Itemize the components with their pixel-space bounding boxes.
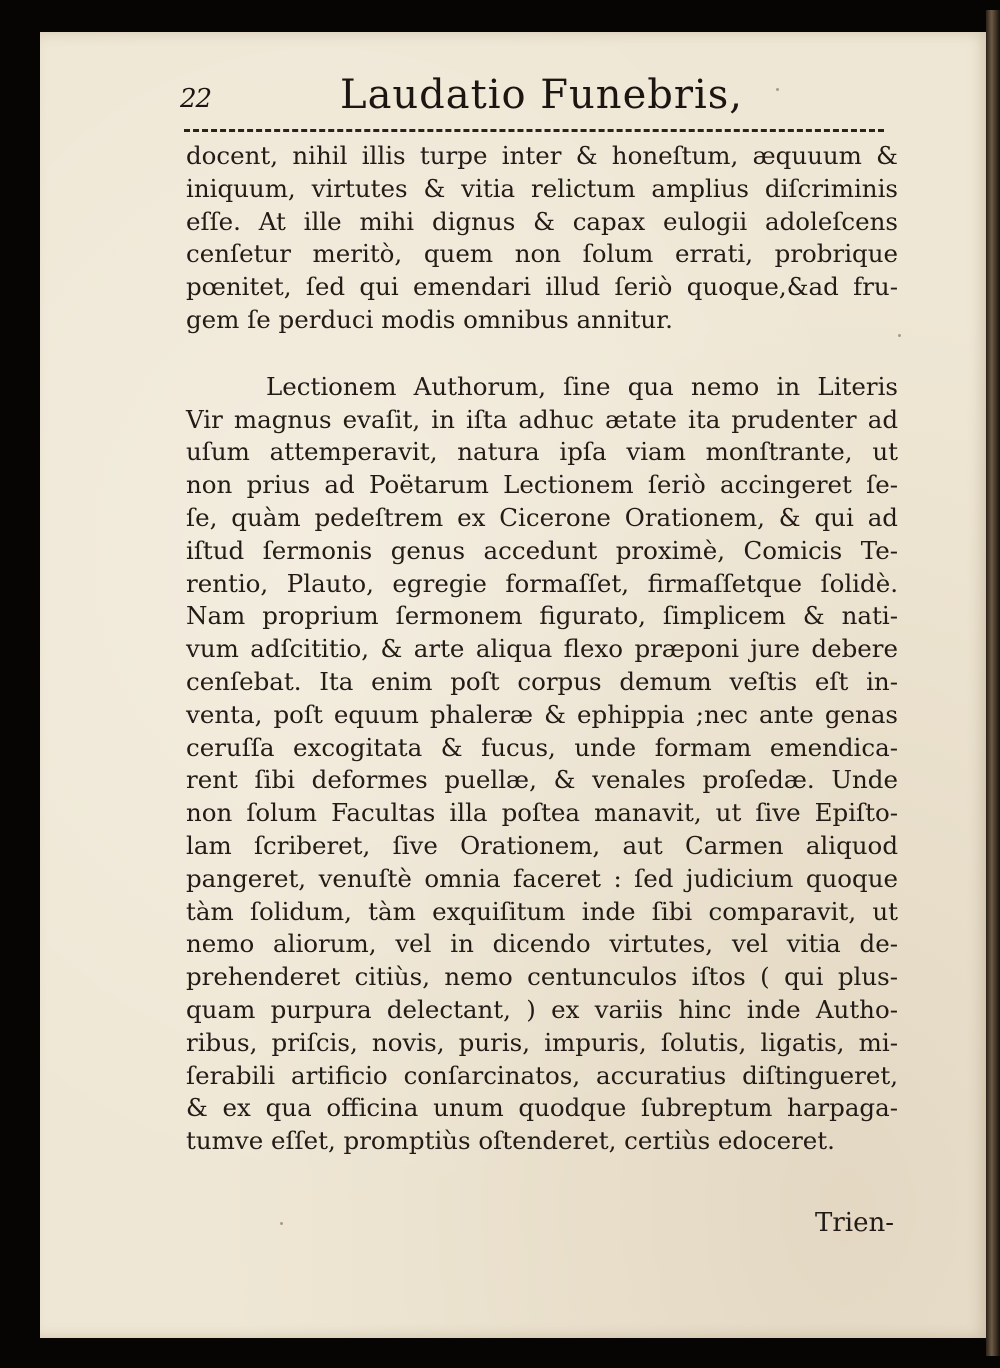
- text-line: ſerabili artificio conſarcinatos, accuratius diſtingueret,: [186, 1060, 898, 1090]
- text-line: venta, poſt equum phaleræ & ephippia ;nec ante genas: [186, 699, 898, 729]
- text-line: nemo aliorum, vel in dicendo virtutes, vel vitia de-: [186, 929, 898, 959]
- text-line: iſtud ſermonis genus accedunt proximè, Comicis Te-: [186, 535, 898, 565]
- text-line: eſſe. At ille mihi dignus & capax eulogii adoleſcens: [186, 206, 898, 236]
- paper-speck: [280, 1222, 283, 1225]
- running-head: [180, 72, 900, 122]
- page-number: 22: [180, 84, 212, 114]
- text-line: prehenderet citiùs, nemo centunculos iſtos ( qui plus-: [186, 962, 898, 992]
- paragraph-gap: [186, 337, 898, 371]
- text-line: cenſebat. Ita enim poſt corpus demum veſtis eſt in-: [186, 666, 898, 696]
- text-line: pœnitet, ſed qui emendari illud ſeriò quoque,&ad fru-: [186, 272, 898, 302]
- paper-speck: [898, 334, 901, 337]
- text-line: Vir magnus evaſit, in iſta adhuc ætate ita prudenter ad: [186, 404, 898, 434]
- text-line: Lectionem Authorum, ſine qua nemo in Literis: [266, 371, 898, 401]
- body-text: [186, 140, 898, 1158]
- text-line: cenſetur meritò, quem non ſolum errati, probrique: [186, 239, 898, 269]
- running-title: Laudatio Funebris,: [340, 72, 743, 118]
- text-line: quam purpura delectant, ) ex variis hinc inde Autho-: [186, 994, 898, 1024]
- text-line: non prius ad Poëtarum Lectionem ſeriò accingeret ſe-: [186, 470, 898, 500]
- text-line: tumve eſſet, promptiùs oſtenderet, certiùs edoceret.: [186, 1126, 835, 1156]
- text-line: rentio, Plauto, egregie formaſſet, firmaſſetque ſolidè.: [186, 568, 898, 598]
- paragraph-1: [186, 140, 898, 337]
- page-edge-shadow: [986, 10, 1000, 1356]
- text-line: docent, nihil illis turpe inter & honeſtum, æquuum &: [186, 141, 898, 170]
- text-line: ribus, priſcis, novis, puris, impuris, ſolutis, ligatis, mi-: [186, 1027, 898, 1057]
- text-line: non ſolum Facultas illa poſtea manavit, ut ſive Epiſto-: [186, 798, 898, 828]
- text-line: lam ſcriberet, ſive Orationem, aut Carmen aliquod: [186, 830, 898, 860]
- text-line: & ex qua officina unum quodque ſubreptum harpaga-: [186, 1093, 898, 1123]
- header-rule: [184, 129, 884, 132]
- text-line: Nam proprium ſermonem figurato, ſimplicem & nati-: [186, 601, 898, 631]
- catchword: Trien-: [814, 1208, 894, 1238]
- text-line: iniquum, virtutes & vitia relictum amplius diſcriminis: [186, 173, 898, 203]
- text-line: ſe, quàm pedeſtrem ex Cicerone Orationem, & qui ad: [186, 502, 898, 532]
- text-line: rent ſibi deformes puellæ, & venales proſedæ. Unde: [186, 765, 898, 795]
- paragraph-2: [186, 371, 898, 1158]
- text-line: ceruſſa excogitata & fucus, unde formam emendica-: [186, 732, 898, 762]
- text-line: uſum attemperavit, natura ipſa viam monſtrante, ut: [186, 437, 898, 467]
- text-line: vum adſcititio, & arte aliqua flexo præponi jure debere: [186, 634, 898, 664]
- text-line: gem ſe perduci modis omnibus annitur.: [186, 304, 673, 334]
- text-line: pangeret, venuſtè omnia faceret : ſed judicium quoque: [186, 863, 898, 893]
- text-line: tàm ſolidum, tàm exquiſitum inde ſibi comparavit, ut: [186, 896, 898, 926]
